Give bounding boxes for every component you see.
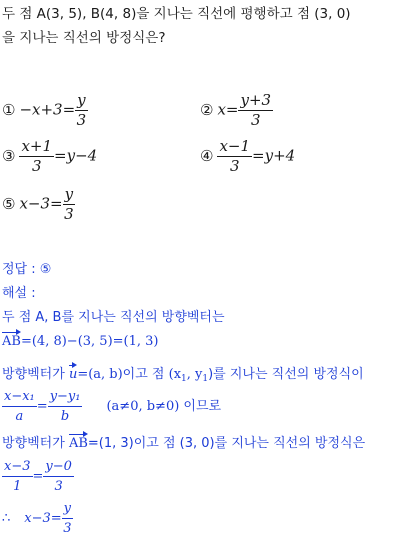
question-line-1: 두 점 A(3, 5), B(4, 8)을 지나는 직선에 평행하고 점 (3, 0) <box>2 6 351 22</box>
option-1-fraction: $\frac{y}{3}$ <box>76 91 87 129</box>
option-2-fraction: $\frac{y+3}{3}$ <box>240 91 272 129</box>
solution-line-7: ∴ x−3= $\frac{y}{3}$ <box>2 501 72 536</box>
option-5[interactable]: ⑤ x−3= $\frac{y}{3}$ <box>2 185 74 223</box>
solution-line-3: 방향벡터가 u=(a, b)이고 점 ($x_1$, $y_1$)를 지나는 직선의 방정식이 <box>2 367 364 384</box>
condition-text: (a≠0, b≠0) 이므로 <box>106 399 222 414</box>
fraction-y: $\frac{\text{y−y₁}}{b}$ <box>49 389 81 424</box>
option-1[interactable]: ① −x+3= $\frac{y}{3}$ <box>2 91 87 129</box>
final-fraction: $\frac{y}{3}$ <box>63 501 72 536</box>
option-4-number: ④ <box>200 146 214 165</box>
option-3-fraction: $\frac{x+1}{3}$ <box>21 137 53 175</box>
vector-u: u <box>68 367 78 382</box>
answer-line: 정답 : ⑤ <box>2 262 52 277</box>
option-5-fraction: $\frac{y}{3}$ <box>64 185 74 223</box>
option-3[interactable]: ③ $\frac{x+1}{3}$ =y−4 <box>2 137 98 175</box>
therefore-symbol: ∴ <box>2 511 11 526</box>
fraction-x: $\frac{\text{x−x₁}}{a}$ <box>4 389 35 424</box>
solution-label: 해설 : <box>2 286 36 301</box>
option-2-number: ② <box>200 100 214 119</box>
fraction-y-0: $\frac{y-0}{3}$ <box>45 459 72 494</box>
option-4[interactable]: ④ $\frac{x-1}{3}$ =y+4 <box>200 137 296 175</box>
option-5-number: ⑤ <box>2 194 16 213</box>
solution-line-1: 두 점 A, B를 지나는 직선의 방향벡터는 <box>2 310 225 325</box>
solution-line-2: AB=(4, 8)−(3, 5)=(1, 3) <box>2 334 159 349</box>
solution-line-4: $\frac{\text{x−x₁}}{a}$ = $\frac{\text{y−y₁}}{b}$ (a≠0, b≠0) 이므로 <box>4 389 222 424</box>
fraction-x-3: $\frac{x-3}{1}$ <box>4 459 31 494</box>
vector-ab-2: AB <box>68 436 88 451</box>
question-line-2: 을 지나는 직선의 방정식은? <box>2 30 166 46</box>
solution-line-5: 방향벡터가 AB=(1, 3)이고 점 (3, 0)를 지나는 직선의 방정식은 <box>2 436 366 451</box>
option-3-number: ③ <box>2 146 16 165</box>
solution-line-6: $\frac{x-3}{1}$ = $\frac{y-0}{3}$ <box>4 459 72 494</box>
option-1-number: ① <box>2 100 16 119</box>
vector-ab: AB <box>2 334 21 349</box>
option-2[interactable]: ② x= $\frac{y+3}{3}$ <box>200 91 272 129</box>
option-4-fraction: $\frac{x-1}{3}$ <box>219 137 251 175</box>
